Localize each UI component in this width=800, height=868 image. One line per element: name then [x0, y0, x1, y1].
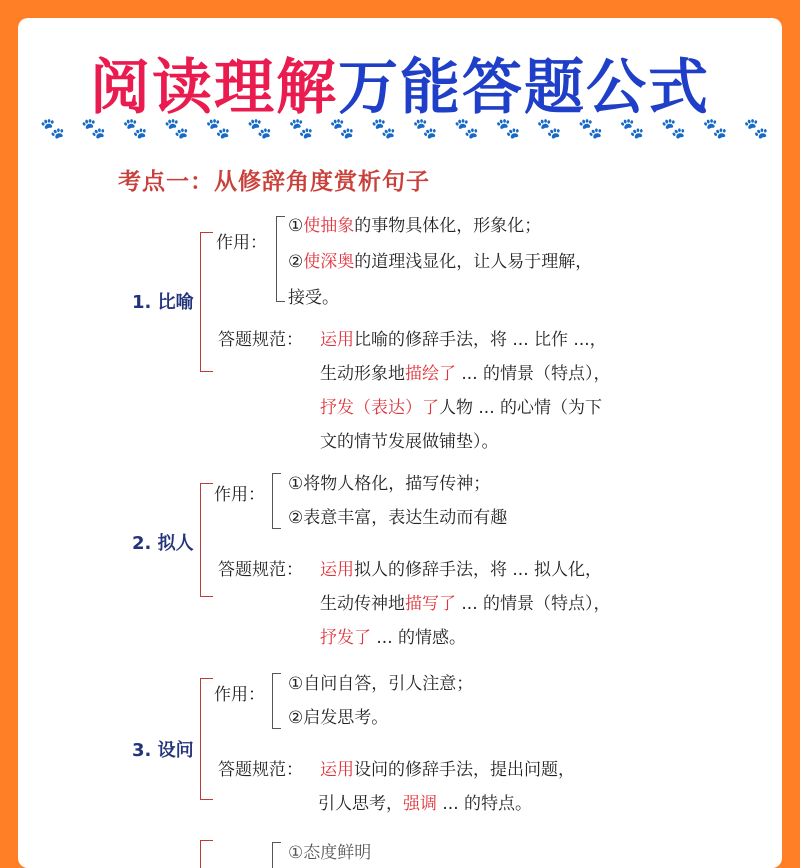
effect-label: 作用： [214, 485, 265, 505]
paw-icon: 🐾 [454, 116, 480, 140]
paw-icon: 🐾 [661, 116, 687, 140]
effect-2: ②使深奥的道理浅显化，让人易于理解， [288, 252, 593, 272]
answer-line-1: 运用比喻的修辞手法，将 ... 比作 ...， [320, 330, 607, 350]
paw-icon: 🐾 [412, 116, 439, 140]
effect-1: ①将物人格化，描写传神； [288, 474, 491, 494]
effect-2: ②启发思考。 [288, 708, 389, 728]
paw-icon: 🐾 [495, 116, 522, 140]
paw-icon: 🐾 [81, 116, 108, 140]
paw-icon: 🐾 [205, 116, 232, 140]
paw-icon: 🐾 [371, 116, 398, 140]
item-label-rhetorical-question: 3. 设问 [132, 740, 194, 761]
answer-line-1: 运用设问的修辞手法，提出问题， [320, 760, 575, 780]
paw-icon: 🐾 [329, 116, 356, 140]
answer-line-2: 生动形象地描绘了 ... 的情景（特点）， [320, 364, 611, 384]
inner-brace [272, 842, 281, 868]
partial-effect: ①态度鲜明 [288, 843, 372, 863]
answer-line-4: 文的情节发展做铺垫）。 [320, 432, 499, 452]
outer-brace [200, 678, 213, 800]
answer-line-3: 抒发（表达）了人物 ... 的心情（为下 [320, 398, 603, 418]
paw-icon: 🐾 [288, 116, 315, 140]
item-label-personification: 2. 拟人 [132, 533, 194, 554]
title-part1: 阅读理解 [90, 53, 338, 123]
paw-icon: 🐾 [247, 116, 273, 140]
section-title: 考点一：从修辞角度赏析句子 [118, 169, 430, 195]
inner-brace [272, 473, 281, 529]
answer-line-2: 生动传神地描写了 ... 的情景（特点）， [320, 594, 611, 614]
answer-label: 答题规范： [218, 560, 303, 580]
paw-icon: 🐾 [743, 116, 770, 140]
answer-label: 答题规范： [218, 760, 303, 780]
title-part2: 万能答题公式 [338, 53, 710, 123]
paw-icon: 🐾 [40, 116, 66, 140]
answer-line-1: 运用拟人的修辞手法，将 ... 拟人化， [320, 560, 603, 580]
paw-icon: 🐾 [619, 116, 646, 140]
paw-icon: 🐾 [578, 116, 605, 140]
paw-icon: 🐾 [702, 116, 729, 140]
paw-divider [40, 116, 770, 140]
effect-2-cont: 接受。 [288, 288, 339, 308]
inner-brace [272, 673, 281, 729]
effect-2: ②表意丰富，表达生动而有趣 [288, 508, 508, 528]
inner-brace [276, 216, 285, 302]
effect-1: ①自问自答，引人注意； [288, 674, 474, 694]
paw-icon: 🐾 [122, 116, 149, 140]
outer-brace [200, 232, 213, 372]
outer-brace [200, 483, 213, 597]
effect-1: ①使抽象的事物具体化，形象化； [288, 216, 542, 236]
page-title [18, 40, 782, 126]
paw-icon: 🐾 [536, 116, 563, 140]
document-card [18, 18, 782, 868]
effect-label: 作用： [216, 233, 267, 253]
answer-label: 答题规范： [218, 330, 303, 350]
effect-label: 作用： [214, 685, 265, 705]
answer-line-2: 引人思考，强调 ... 的特点。 [318, 794, 533, 814]
item-label-metaphor: 1. 比喻 [132, 292, 194, 313]
answer-line-3: 抒发了 ... 的情感。 [320, 628, 467, 648]
outer-brace [200, 840, 213, 868]
paw-icon: 🐾 [164, 116, 191, 140]
